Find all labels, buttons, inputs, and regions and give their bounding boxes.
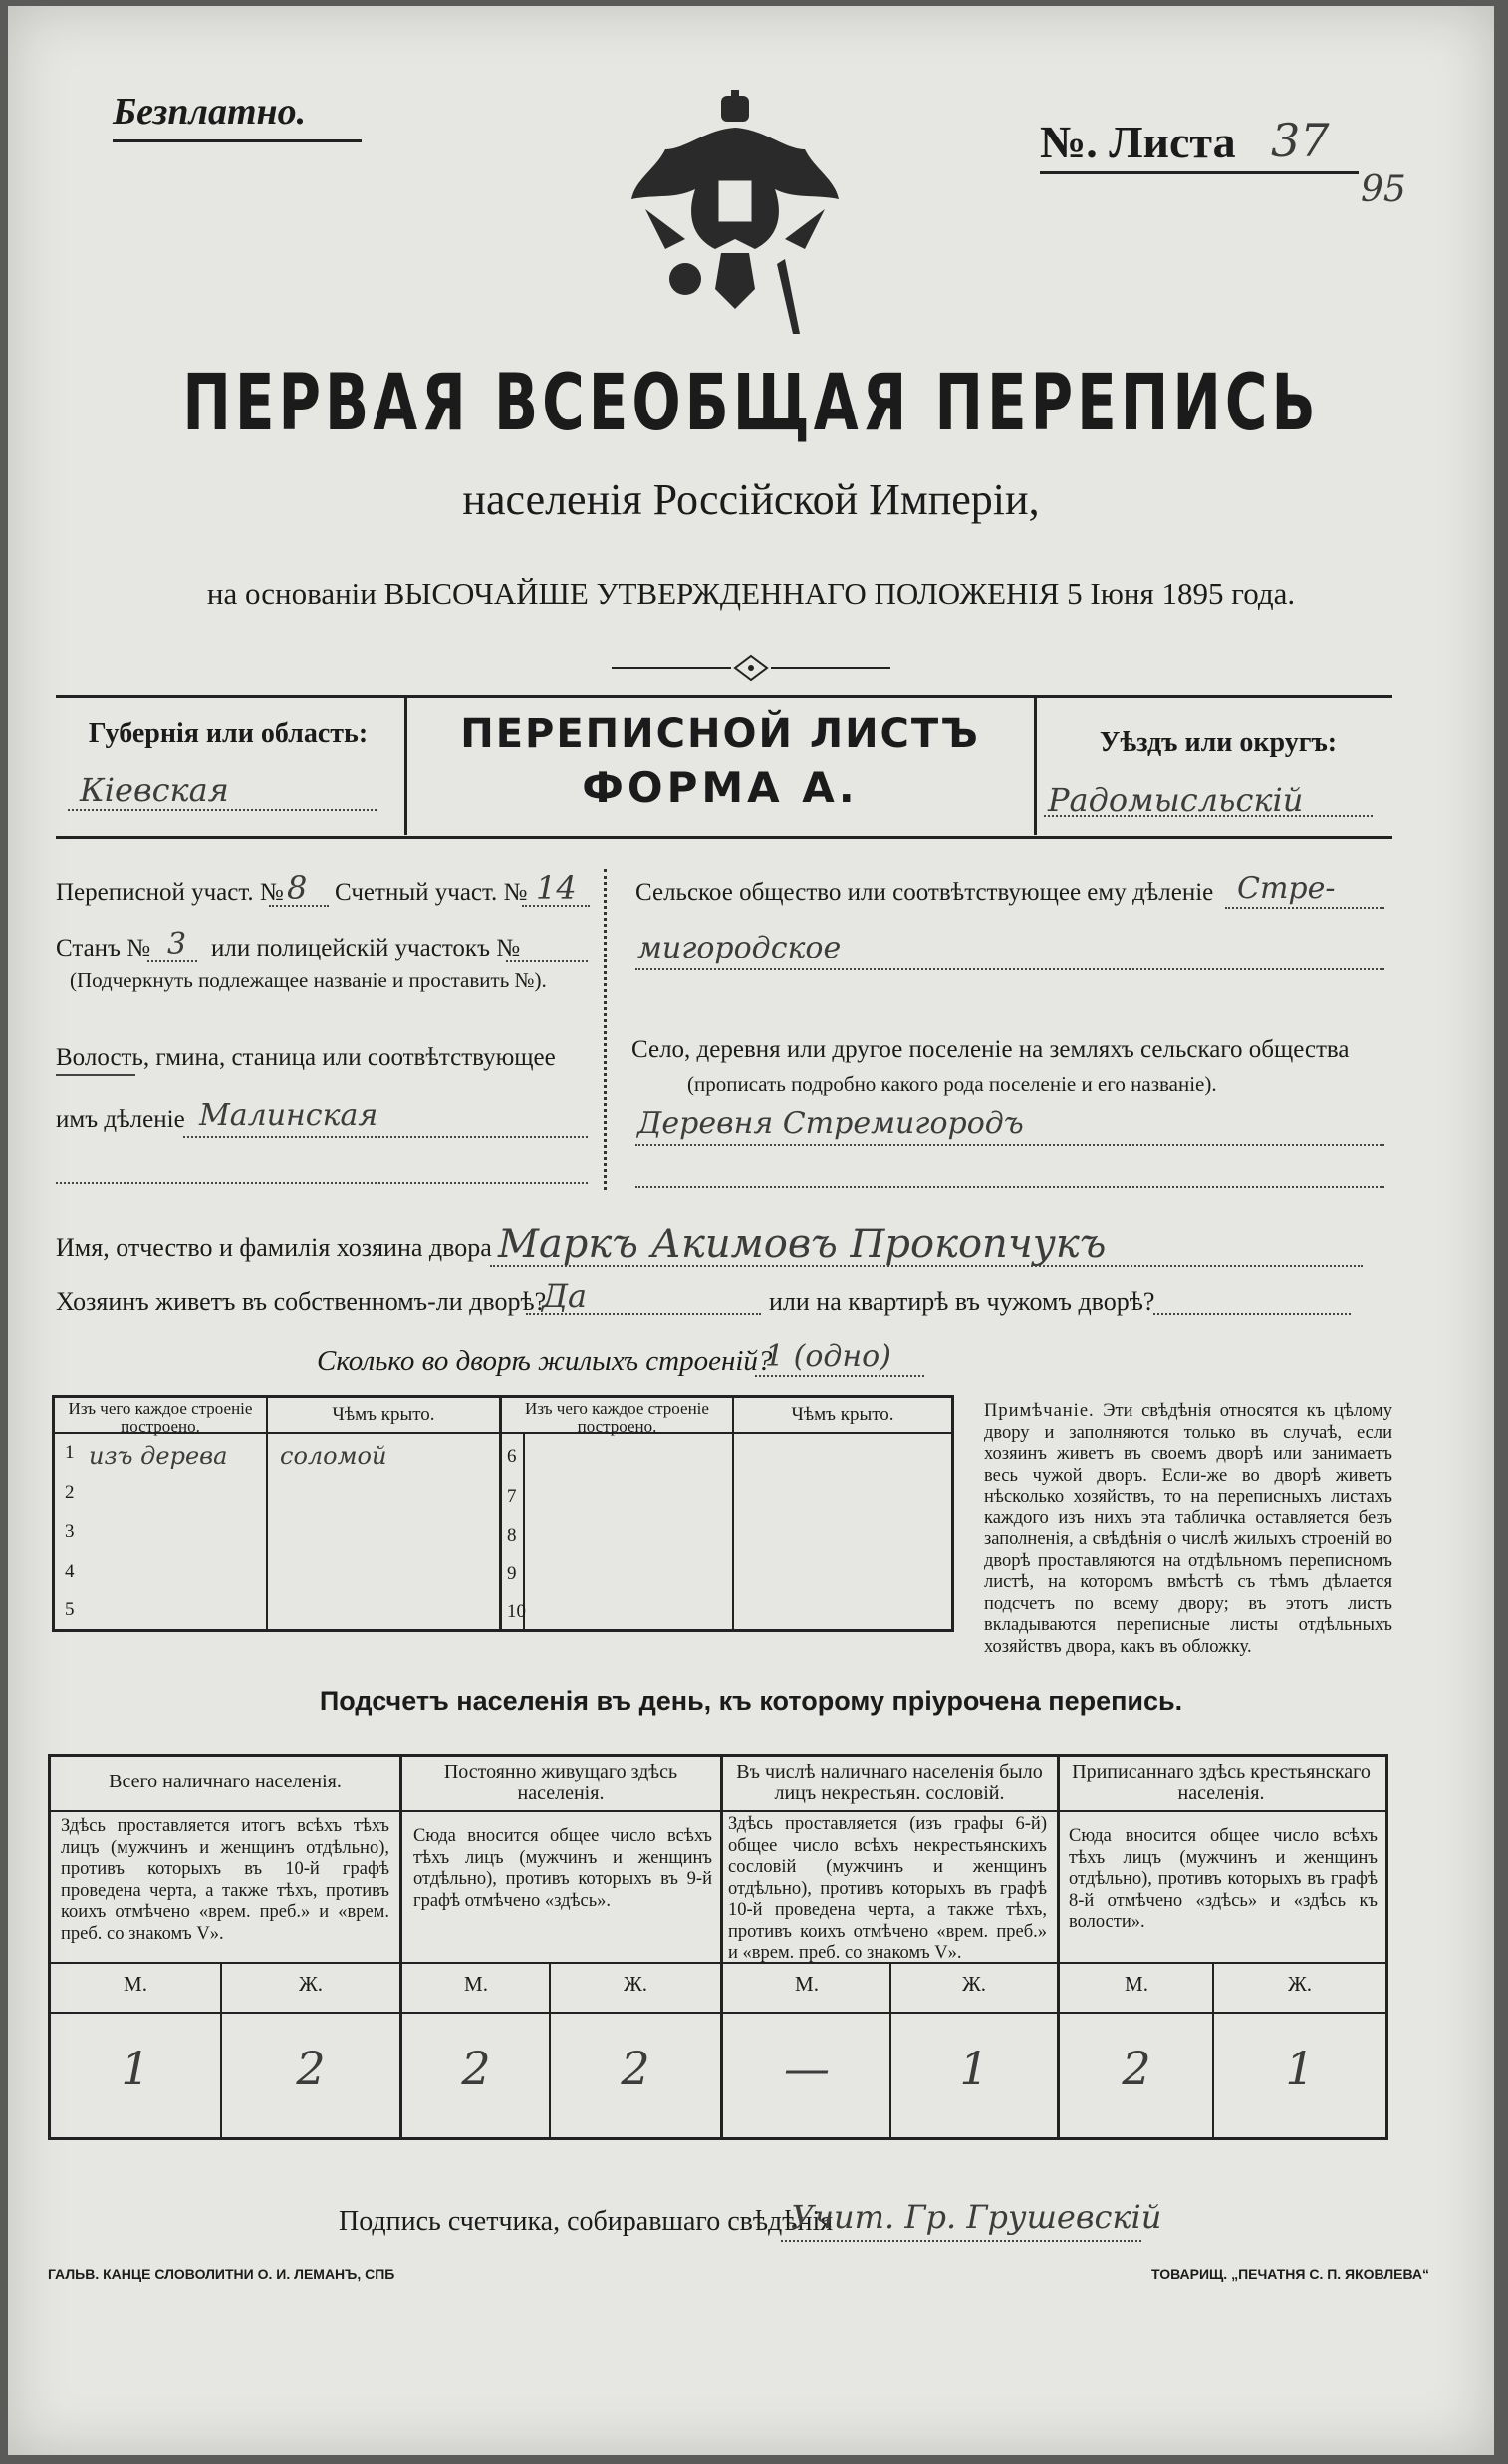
col-material-header: Изъ чего каждое строеніе построено. — [68, 1399, 253, 1436]
printer-left: ГАЛЬВ. КАНЦЕ СЛОВОЛИТНИ О. И. ЛЕМАНЪ, СПБ — [48, 2266, 395, 2282]
owner-value[interactable]: Маркъ Акимовъ Прокопчукъ — [498, 1222, 1107, 1267]
province-label: Губернія или область: — [88, 718, 369, 749]
total-female-value[interactable]: 2 — [296, 2042, 326, 2095]
police-label: или полицейскій участокъ № — [211, 935, 521, 961]
male-label: М. — [464, 1972, 488, 1996]
total-population-header: Всего наличнаго населенія. — [109, 1771, 342, 1792]
signature-line — [781, 2240, 1141, 2242]
table-rule — [720, 1757, 723, 2137]
female-label: Ж. — [961, 1972, 987, 1996]
volost-value[interactable]: Малинская — [199, 1098, 378, 1133]
col-roof-header: Чѣмъ крыто. — [791, 1404, 894, 1425]
own-yard-line — [526, 1313, 761, 1315]
uezd-value[interactable]: Радомысльскій — [1048, 781, 1304, 819]
registered-female-value[interactable]: 1 — [1285, 2042, 1315, 2095]
population-table — [48, 1754, 1388, 2140]
table-rule — [1057, 1757, 1060, 2137]
police-line — [506, 960, 588, 962]
archive-number: 95 — [1361, 169, 1406, 210]
permanent-male-value[interactable]: 2 — [461, 2042, 491, 2095]
free-underline — [113, 139, 362, 142]
total-male-value[interactable]: 1 — [121, 2042, 150, 2095]
uezd-line — [1044, 815, 1373, 817]
row-number: 10 — [507, 1601, 526, 1622]
count-district-value[interactable]: 14 — [536, 869, 577, 907]
sheet-number-value: 37 — [1271, 114, 1330, 167]
census-subtitle: населенія Россійской Имперіи, — [462, 475, 1040, 524]
population-title: Подсчетъ населенія въ день, къ которому пріурочена перепись. — [319, 1686, 1183, 1716]
table-rule — [51, 1810, 1385, 1812]
village-note: (прописать подробно какого рода поселеніе и его названіе). — [687, 1072, 1217, 1096]
volost-line-2 — [56, 1182, 588, 1184]
buildings-count-value[interactable]: 1 (одно) — [765, 1339, 891, 1374]
count-district-line — [522, 905, 590, 907]
society-value-2[interactable]: мигородское — [637, 931, 842, 965]
table-rule — [399, 1757, 402, 2137]
total-population-desc: Здѣсь проставляется итогъ всѣхъ тѣхъ лицъ (мужчинъ и женщинъ отдѣльно), противъ которыхъ въ 10-й графѣ проведена черта, а также тѣхъ, противъ коихъ отмѣчено «врем. преб.» и «врем. преб. со знакомъ V». — [61, 1816, 389, 1944]
section-divider — [604, 869, 607, 1190]
female-label: Ж. — [623, 1972, 648, 1996]
own-yard-label: Хозяинъ живетъ въ собственномъ-ли дворѣ? — [56, 1287, 547, 1316]
stan-value[interactable]: 3 — [167, 927, 187, 961]
volost-label-2: имъ дѣленіе — [56, 1106, 185, 1133]
buildings-table — [52, 1395, 954, 1632]
row-number: 3 — [65, 1521, 75, 1542]
stan-note: (Подчеркнуть подлежащее названіе и проставить №). — [70, 968, 547, 992]
society-line-2 — [635, 968, 1384, 970]
non-peasant-header: Въ числѣ наличнаго населенія было лицъ некрестьян. сословій. — [736, 1761, 1043, 1804]
form-subtitle: ФОРМА А. — [582, 763, 859, 812]
col-material-header: Изъ чего каждое строеніе построено. — [525, 1399, 709, 1436]
society-line — [1225, 907, 1384, 909]
table-rule — [51, 2012, 1385, 2014]
ornament-divider-icon — [612, 654, 890, 682]
note-block — [984, 1401, 1392, 1658]
non-peasant-male-value[interactable]: — — [784, 2042, 830, 2095]
non-peasant-desc: Здѣсь проставляется (изъ графы 6-й) общее число всѣхъ некрестьянскихъ сословій (мужчинъ и женщинъ отдѣльно), противъ которыхъ въ графѣ 10-й проведена черта, а также тѣхъ, противъ коихъ отмѣчено «врем. преб.» и «врем. преб. со знакомъ V». — [728, 1814, 1047, 1963]
rented-yard-line — [1153, 1313, 1351, 1315]
sheet-number-underline — [1040, 171, 1359, 174]
village-line — [635, 1144, 1384, 1146]
table-rule — [51, 1962, 1385, 1964]
row-number: 7 — [507, 1486, 517, 1506]
census-title: ПЕРВАЯ ВСЕОБЩАЯ ПЕРЕПИСЬ — [182, 357, 1320, 448]
row-number: 5 — [65, 1599, 75, 1620]
own-yard-value[interactable]: Да — [542, 1277, 588, 1315]
table-rule — [732, 1398, 734, 1629]
row-number: 1 — [65, 1442, 75, 1463]
male-label: М. — [124, 1972, 147, 1996]
permanent-population-header: Постоянно живущаго здѣсь населенія. — [443, 1761, 678, 1804]
volost-line — [183, 1136, 588, 1138]
enumerator-signature-value[interactable]: Учит. Гр. Грушевскій — [791, 2198, 1162, 2236]
free-label: Безплатно. — [113, 91, 307, 133]
owner-label: Имя, отчество и фамилія хозяина двора — [56, 1233, 492, 1262]
permanent-population-desc: Сюда вносится общее число всѣхъ тѣхъ лицъ (мужчинъ и женщинъ отдѣльно), противъ которыхъ въ 9-й графѣ отмѣчено «здѣсь». — [413, 1826, 712, 1911]
registered-peasant-desc: Сюда вносится общее число всѣхъ тѣхъ лицъ (мужчинъ и женщинъ отдѣльно), противъ которыхъ въ графѣ 8-й отмѣчено «здѣсь» и «здѣсь къ волости». — [1069, 1826, 1378, 1932]
stan-label: Станъ № — [56, 935, 151, 961]
rented-yard-label: или на квартирѣ въ чужомъ дворѣ? — [769, 1287, 1155, 1316]
note-title: Примѣчаніе. — [984, 1401, 1095, 1421]
col-roof-header: Чѣмъ крыто. — [332, 1404, 435, 1425]
census-basis: на основаніи ВЫСОЧАЙШЕ УТВЕРЖДЕННАГО ПОЛОЖЕНІЯ 5 Іюня 1895 года. — [206, 576, 1296, 611]
male-label: М. — [1125, 1972, 1148, 1996]
enum-district-line — [269, 905, 329, 907]
table-rule — [266, 1398, 268, 1629]
permanent-female-value[interactable]: 2 — [621, 2042, 650, 2095]
registered-male-value[interactable]: 2 — [1122, 2042, 1151, 2095]
enumerator-signature-label: Подпись счетчика, собиравшаго свѣдѣнія — [339, 2206, 834, 2237]
census-sheet — [8, 6, 1494, 2455]
society-value[interactable]: Стре- — [1237, 871, 1336, 906]
society-label: Сельское общество или соотвѣтствующее ему дѣленіе — [635, 879, 1214, 906]
row-number: 9 — [507, 1563, 517, 1584]
stan-line — [147, 960, 197, 962]
row-number: 4 — [65, 1561, 75, 1582]
province-line — [68, 809, 377, 811]
form-title: ПЕРЕПИСНОЙ ЛИСТЪ — [460, 711, 980, 757]
uezd-label: Уѣздъ или округъ: — [1099, 727, 1338, 758]
sheet-number-label: №. Листа — [1040, 117, 1236, 167]
village-value[interactable]: Деревня Стремигородъ — [637, 1106, 1024, 1141]
buildings-count-label: Сколько во дворѣ жилыхъ строеній? — [317, 1345, 773, 1377]
note-text: Эти свѣдѣнія относятся къ цѣлому двору и заполняются только въ случаѣ, если хозяинъ живетъ въ своемъ дворѣ или занимаетъ весь чужой дворъ. Если-же во дворѣ живетъ нѣсколько хозяйствъ, то на переписныхъ листахъ каждого изъ нихъ эта табличка оставляется безъ заполненія, а свѣдѣнія о числѣ жилыхъ строеній во дворѣ проставляются на отдѣльномъ переписномъ листѣ, на которомъ вмѣстѣ съ тѣмъ дѣлается подсчетъ по всему двору; въ этотъ листъ вкладываются переписные листы отдѣльныхъ хозяйствъ двора, какъ въ обложку. — [984, 1401, 1392, 1657]
row-number: 8 — [507, 1525, 517, 1546]
male-label: М. — [795, 1972, 819, 1996]
enum-district-label: Переписной участ. № — [56, 879, 284, 906]
owner-line — [490, 1265, 1363, 1267]
table-rule — [523, 1432, 525, 1629]
buildings-count-line — [755, 1375, 924, 1377]
building-material-value[interactable]: изъ дерева — [89, 1442, 228, 1470]
non-peasant-female-value[interactable]: 1 — [959, 2042, 989, 2095]
registered-peasant-header: Приписаннаго здѣсь крестьянскаго населенія. — [1072, 1761, 1371, 1804]
building-roof-value[interactable]: соломой — [280, 1442, 387, 1470]
row-number: 6 — [507, 1446, 517, 1467]
row-number: 2 — [65, 1482, 75, 1503]
female-label: Ж. — [1287, 1972, 1313, 1996]
female-label: Ж. — [298, 1972, 324, 1996]
coat-of-arms-icon — [626, 90, 845, 339]
volost-underline — [56, 1074, 135, 1076]
count-district-label: Счетный участ. № — [335, 879, 528, 906]
enum-district-value[interactable]: 8 — [287, 869, 308, 907]
printer-right: ТОВАРИЩ. „ПЕЧАТНЯ С. П. ЯКОВЛЕВА“ — [1151, 2266, 1430, 2282]
header-divider — [1034, 695, 1037, 835]
village-line-2 — [635, 1186, 1384, 1188]
volost-label: Волость, гмина, станица или соотвѣтствующее — [56, 1044, 556, 1071]
province-value[interactable]: Кіевская — [80, 771, 229, 809]
village-label: Село, деревня или другое поселеніе на земляхъ сельскаго общества — [631, 1036, 1350, 1063]
